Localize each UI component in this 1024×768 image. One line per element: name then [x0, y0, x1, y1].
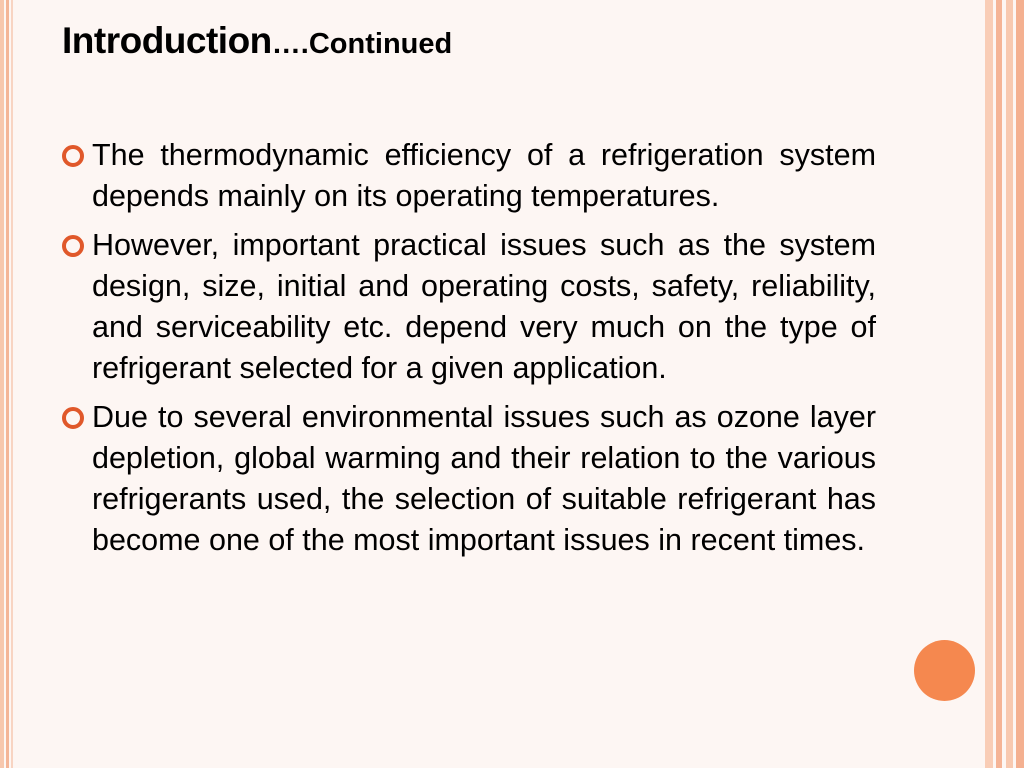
slide-title	[62, 20, 452, 62]
bullet-text: Due to several environmental issues such as ozone layer depletion, global warming and their relation to the various refrigerants used, the selection of suitable refrigerant has become one of the most important issues in recent times.	[92, 400, 876, 557]
bullet-text: However, important practical issues such as the system design, size, initial and operating costs, safety, reliability, and serviceability etc. depend very much on the type of refrigerant selected for a given application.	[92, 228, 876, 385]
title-main: Introduction	[62, 20, 272, 61]
decorative-circle	[914, 640, 975, 701]
bullet-text: The thermodynamic efficiency of a refrigeration system depends mainly on its operating temperatures.	[92, 138, 876, 213]
right-border-stripe	[985, 0, 993, 768]
bullet-item	[60, 135, 876, 217]
bullet-list	[60, 135, 876, 569]
ring-bullet-icon	[62, 235, 84, 257]
left-border-stripe	[6, 0, 9, 768]
left-border-stripe	[0, 0, 4, 768]
title-continued: ….Continued	[271, 28, 453, 60]
ring-bullet-icon	[62, 145, 84, 167]
bullet-item	[60, 397, 876, 561]
right-border-stripe	[1006, 0, 1013, 768]
right-border-stripe	[1016, 0, 1024, 768]
bullet-item	[60, 225, 876, 389]
right-border-stripe	[996, 0, 1002, 768]
left-border-stripe	[11, 0, 13, 768]
ring-bullet-icon	[62, 407, 84, 429]
